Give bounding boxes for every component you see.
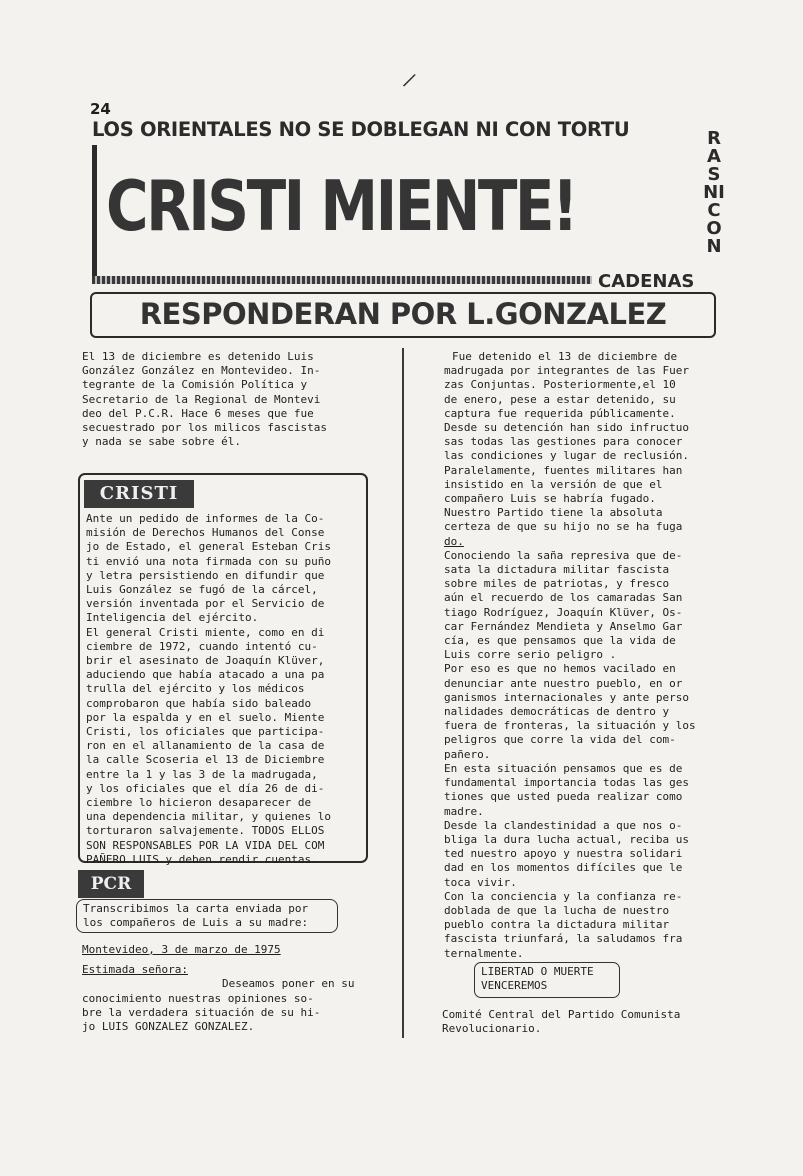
text-line: insistido en la versión de que el xyxy=(444,477,663,491)
text-line: tegrante de la Comisión Política y xyxy=(82,378,308,392)
text-line: torturaron salvajemente. TODOS ELLOS xyxy=(86,824,325,838)
text-line: aún el recuerdo de los camaradas San xyxy=(444,591,683,605)
text-line: bliga la dura lucha actual, reciba us xyxy=(444,832,690,846)
text-line: ternalmente. xyxy=(444,946,524,960)
pcr-tag: PCR xyxy=(78,870,144,898)
headline-top: LOS ORIENTALES NO SE DOBLEGAN NI CON TORTU xyxy=(92,118,630,141)
text-line: dad en los momentos difíciles que le xyxy=(444,861,683,875)
signature xyxy=(442,1008,732,1036)
slogan-line: LIBERTAD O MUERTE xyxy=(481,965,594,978)
text-line: tiago Rodríguez, Joaquín Klüver, Os- xyxy=(444,605,683,619)
slogan-line: VENCEREMOS xyxy=(481,979,548,993)
text-line: ciembre lo hicieron desaparecer de xyxy=(86,796,312,810)
text-line: ti envió una nota firmada con su puño xyxy=(86,554,332,568)
text-line: Paralelamente, fuentes militares han xyxy=(444,463,683,477)
text-line: El 13 de diciembre es detenido Luis xyxy=(82,350,314,363)
text-line: deo del P.C.R. Hace 6 meses que fue xyxy=(82,406,314,420)
text-line: zas Conjuntas. Posteriormente,el 10 xyxy=(444,378,676,392)
text-line: los compañeros de Luis a su madre: xyxy=(83,916,309,930)
text-line: una dependencia militar, y quienes lo xyxy=(86,810,332,824)
text-line: madrugada por integrantes de las Fuer xyxy=(444,364,690,378)
text-line: Cristi, los oficiales que participa- xyxy=(86,725,325,739)
text-line: nalidades democráticas de dentro y xyxy=(444,705,670,719)
text-line: Desde su detención han sido infructuo xyxy=(444,421,690,435)
letter-intro-box xyxy=(76,899,338,933)
text-line: conocimiento nuestras opiniones so- xyxy=(82,991,314,1005)
text-line: tiones que usted pueda realizar como xyxy=(444,790,683,804)
text-line: Secretario de la Regional de Montevi xyxy=(82,392,321,406)
column-divider xyxy=(402,348,404,1038)
text-line: Por eso es que no hemos vacilado en xyxy=(444,662,676,676)
text-line: y los oficiales que el día 26 de di- xyxy=(86,781,325,795)
text-line: ron en el allanamiento de la casa de xyxy=(86,739,325,753)
text-line: por la espalda y en el suelo. Miente xyxy=(86,710,325,724)
text-line: denunciar ante nuestro pueblo, en or xyxy=(444,676,683,690)
text-line: aduciendo que había atacado a una pa xyxy=(86,668,325,682)
text-line: sas todas las gestiones para conocer xyxy=(444,435,683,449)
text-line: comprobaron que había sido baleado xyxy=(86,696,312,710)
text-line: y nada se sabe sobre él. xyxy=(82,435,241,449)
text-line: secuestrado por los milicos fascistas xyxy=(82,421,328,435)
text-line: ganismos internacionales y ante perso xyxy=(444,690,690,704)
text-line: ciembre de 1972, cuando intentó cu- xyxy=(86,639,318,653)
pen-mark: / xyxy=(400,68,419,93)
text-line: y letra persistiendo en difundir que xyxy=(86,568,325,582)
text-line: Luis González se fugó de la cárcel, xyxy=(86,583,318,597)
text-line: entre la 1 y las 3 de la madrugada, xyxy=(86,767,318,781)
slogan-box xyxy=(474,962,620,998)
text-line: jo LUIS GONZALEZ GONZALEZ. xyxy=(82,1020,255,1034)
text-line: ted nuestro apoyo y nuestra solidari xyxy=(444,847,683,861)
text-line: de enero, pese a estar detenido, su xyxy=(444,392,676,406)
frame-bottom-bar xyxy=(92,276,592,284)
text-line: compañero Luis se habría fugado. xyxy=(444,492,656,506)
headline-main: CRISTI MIENTE! xyxy=(106,165,577,247)
text-line: captura fue requerida públicamente. xyxy=(444,406,676,420)
text-line: madre. xyxy=(444,804,484,818)
text-line: la calle Scoseria el 13 de Diciembre xyxy=(86,753,325,767)
headline-side: RAS NI CON xyxy=(703,128,725,257)
text-line: peligros que corre la vida del com- xyxy=(444,733,676,747)
text-line: Inteligencia del ejército. xyxy=(86,611,259,625)
intro-paragraph xyxy=(82,350,382,449)
text-line: doblada de que la lucha de nuestro xyxy=(444,903,670,917)
text-line: car Fernández Mendieta y Anselmo Gar xyxy=(444,619,683,633)
text-line: jo de Estado, el general Esteban Cris xyxy=(86,540,332,554)
text-line: El general Cristi miente, como en di xyxy=(86,625,325,639)
text-line: En esta situación pensamos que es de xyxy=(444,761,683,775)
text-line: Nuestro Partido tiene la absoluta xyxy=(444,506,663,520)
text-line: SON RESPONSABLES POR LA VIDA DEL COM xyxy=(86,838,325,852)
text-line: González González en Montevideo. In- xyxy=(82,364,321,378)
text-line: versión inventada por el Servicio de xyxy=(86,597,325,611)
text-line: Luis corre serio peligro . xyxy=(444,648,617,662)
text-line: pañero. xyxy=(444,747,491,761)
text-line: las condiciones y lugar de reclusión. xyxy=(444,449,690,463)
frame-left-bar xyxy=(92,145,97,282)
text-line: cía, es que pensamos que la vida de xyxy=(444,634,676,648)
headline-end: CADENAS xyxy=(598,271,695,292)
letter-salutation: Estimada señora: xyxy=(82,963,188,977)
text-line: Revolucionario. xyxy=(442,1022,542,1036)
letter-dateline: Montevideo, 3 de marzo de 1975 xyxy=(82,943,281,956)
text-line: sobre miles de patriotas, y fresco xyxy=(444,577,670,591)
cristi-box-text xyxy=(86,512,364,867)
text-line: sata la dictadura militar fascista xyxy=(444,563,670,577)
text-line: Deseamos poner en su xyxy=(222,977,355,991)
cristi-box-title: CRISTI xyxy=(84,480,194,508)
text-line: fuera de fronteras, la situación y los xyxy=(444,719,696,733)
text-line: Fue detenido el 13 de diciembre de xyxy=(452,350,678,363)
letter-start xyxy=(82,943,382,1034)
page-number: 24 xyxy=(90,100,111,118)
text-line: fundamental importancia todas las ges xyxy=(444,776,690,790)
text-line: Conociendo la saña represiva que de- xyxy=(444,548,683,562)
headline-banner: RESPONDERAN POR L.GONZALEZ xyxy=(90,292,716,338)
text-line: certeza de que su hijo no se ha fuga xyxy=(444,520,683,534)
text-line: pueblo contra la dictadura militar xyxy=(444,918,670,932)
text-line: Desde la clandestinidad a que nos o- xyxy=(444,818,683,832)
text-line: Comité Central del Partido Comunista xyxy=(442,1008,681,1021)
text-line: brir el asesinato de Joaquín Klüver, xyxy=(86,654,325,668)
text-line: Transcribimos la carta enviada por xyxy=(83,902,309,915)
text-line: toca vivir. xyxy=(444,875,517,889)
text-line: Ante un pedido de informes de la Co- xyxy=(86,512,325,525)
text-line: trulla del ejército y los médicos xyxy=(86,682,305,696)
letter-body xyxy=(444,350,734,961)
text-line: do. xyxy=(444,534,464,548)
text-line: misión de Derechos Humanos del Conse xyxy=(86,526,325,540)
text-line: Con la conciencia y la confianza re- xyxy=(444,889,683,903)
text-line: bre la verdadera situación de su hi- xyxy=(82,1005,321,1019)
text-line: PAÑERO LUIS y deben rendir cuentas. xyxy=(86,852,318,866)
text-line: fascista triunfará, la saludamos fra xyxy=(444,932,683,946)
